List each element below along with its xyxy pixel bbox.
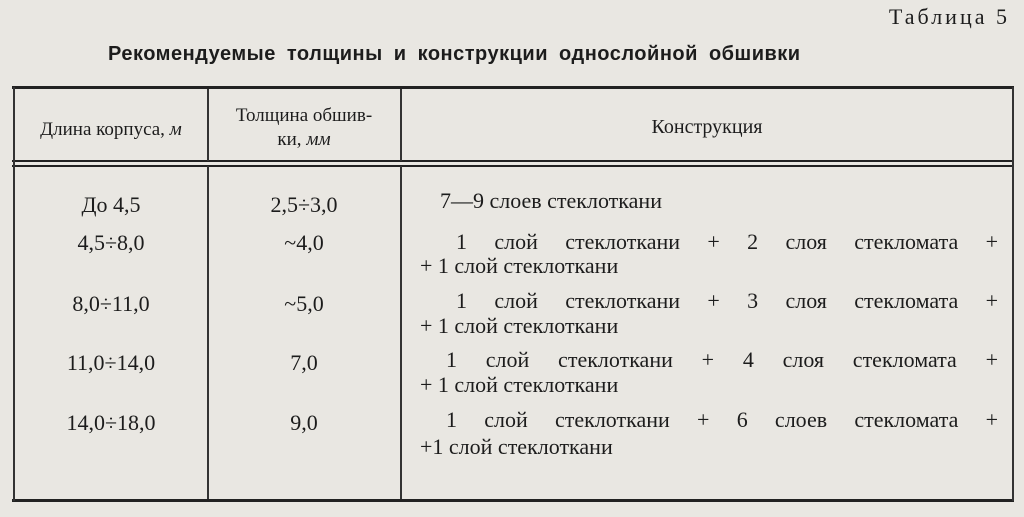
row-3-construction-line1-text: 1 слой стеклоткани + 3 слоя стекломата + [456,288,998,313]
row-2-thickness: ~4,0 [284,230,324,255]
row-2-construction-line1 [456,230,998,254]
table-number: Таблица 5 [888,4,1010,29]
row-5-thickness: 9,0 [290,410,318,435]
row-3-thickness: ~5,0 [284,291,324,316]
row-3-construction-line2: + 1 слой стеклоткани [420,313,619,338]
row-3-construction-line1 [456,289,998,313]
row-1-length: До 4,5 [81,192,141,217]
row-1-construction: 7—9 слоев стеклоткани [440,188,662,213]
header-hull-length-text: Длина корпуса, [40,119,170,140]
row-2-construction-line2: + 1 слой стеклоткани [420,253,619,278]
header-thickness-line2: ки, [277,129,307,150]
row-5-construction-line1 [446,408,998,432]
row-3-length: 8,0÷11,0 [72,291,150,316]
row-4-length: 11,0÷14,0 [66,350,156,375]
header-thickness-unit: мм [306,129,331,150]
row-4-construction-line2: + 1 слой стеклоткани [420,372,619,397]
row-5-length: 14,0÷18,0 [66,410,156,435]
row-2-length: 4,5÷8,0 [77,230,145,255]
row-5-construction-line2: +1 слой стеклоткани [420,434,613,459]
row-4-thickness: 7,0 [290,350,318,375]
header-thickness-line1: Толщина обшив- [235,105,373,126]
row-1-thickness: 2,5÷3,0 [270,192,338,217]
table-title: Рекомендуемые толщины и конструкции однослойной обшивки [108,43,801,65]
header-hull-length-unit: м [169,119,182,140]
row-5-construction-line1-text: 1 слой стеклоткани + 6 слоев стекломата + [446,407,998,432]
row-2-construction-line1-text: 1 слой стеклоткани + 2 слоя стекломата + [456,229,998,254]
row-4-construction-line1 [446,348,998,372]
header-construction: Конструкция [651,116,763,138]
row-4-construction-line1-text: 1 слой стеклоткани + 4 слоя стекломата + [446,347,998,372]
